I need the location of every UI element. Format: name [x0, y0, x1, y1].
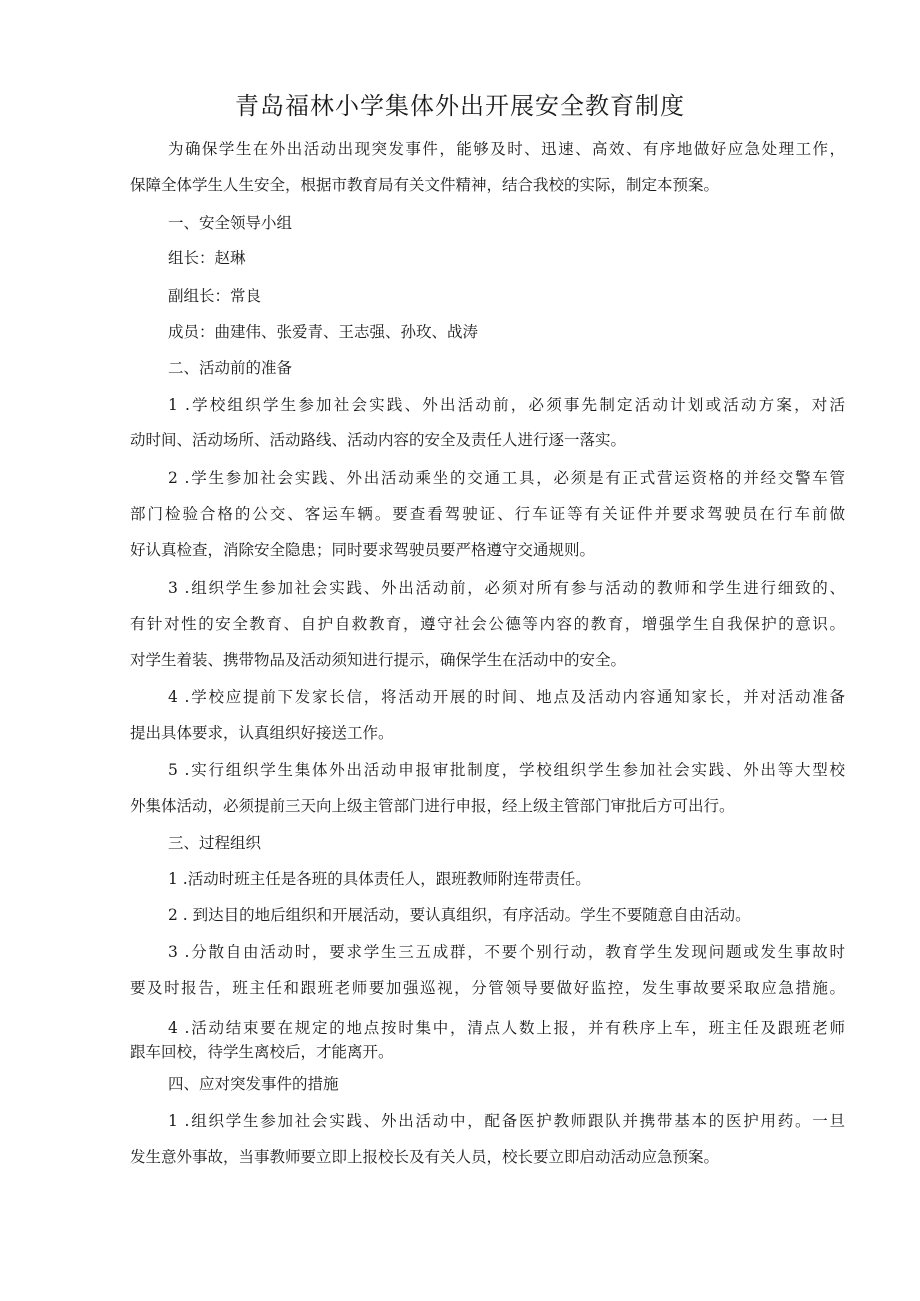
text-line: 4 .学校应提前下发家长信，将活动开展的时间、地点及活动内容通知家长，并对活动准备	[168, 688, 845, 706]
text-line: 1 .组织学生参加社会实践、外出活动中，配备医护教师跟队并携带基本的医护用药。一旦	[168, 1112, 845, 1130]
text-line: 跟车回校，待学生离校后，才能离开。	[130, 1043, 394, 1061]
text-line: 好认真检查，消除安全隐患；同时要求驾驶员要严格遵守交通规则。	[130, 541, 596, 559]
deputy-line: 副组长：常良	[168, 287, 262, 305]
section-heading: 二、活动前的准备	[168, 359, 293, 377]
text-line: 5 .实行组织学生集体外出活动申报审批制度，学校组织学生参加社会实践、外出等大型校	[168, 761, 845, 779]
text-line: 2 .学生参加社会实践、外出活动乘坐的交通工具，必须是有正式营运资格的并经交警车管	[168, 469, 845, 487]
text-line: 2 . 到达目的地后组织和开展活动，要认真组织，有序活动。学生不要随意自由活动。	[168, 906, 751, 924]
section-heading: 四、应对突发事件的措施	[168, 1075, 339, 1093]
text-line: 发生意外事故，当事教师要立即上报校长及有关人员，校长要立即启动活动应急预案。	[130, 1148, 720, 1166]
text-line: 1 .学校组织学生参加社会实践、外出活动前，必须事先制定活动计划或活动方案，对活	[168, 396, 845, 414]
text-line: 3 .分散自由活动时，要求学生三五成群，不要个别行动，教育学生发现问题或发生事故时	[168, 943, 845, 961]
text-line: 为确保学生在外出活动出现突发事件，能够及时、迅速、高效、有序地做好应急处理工作，	[168, 140, 845, 158]
document-title: 青岛福林小学集体外出开展安全教育制度	[235, 92, 685, 120]
leader-line: 组长：赵琳	[168, 249, 246, 267]
text-line: 部门检验合格的公交、客运车辆。要查看驾驶证、行车证等有关证件并要求驾驶员在行车前做	[130, 505, 845, 523]
text-line: 外集体活动，必须提前三天向上级主管部门进行申报，经上级主管部门审批后方可出行。	[130, 797, 735, 815]
text-line: 要及时报告，班主任和跟班老师要加强巡视，分管领导要做好监控，发生事故要采取应急措施。	[130, 979, 845, 997]
section-heading: 三、过程组织	[168, 834, 262, 852]
text-line: 提出具体要求，认真组织好接送工作。	[130, 724, 394, 742]
text-line: 动时间、活动场所、活动路线、活动内容的安全及责任人进行逐一落实。	[130, 431, 627, 449]
text-line: 保障全体学生人生安全，根据市教育局有关文件精神，结合我校的实际，制定本预案。	[130, 176, 720, 194]
text-line: 4 .活动结束要在规定的地点按时集中，清点人数上报，并有秩序上车，班主任及跟班老师	[168, 1019, 845, 1037]
text-line: 1 .活动时班主任是各班的具体责任人，跟班教师附连带责任。	[168, 870, 591, 888]
text-line: 对学生着装、携带物品及活动须知进行提示，确保学生在活动中的安全。	[130, 651, 627, 669]
section-heading: 一、安全领导小组	[168, 214, 293, 232]
members-line: 成员：曲建伟、张爱青、王志强、孙玫、战涛	[168, 323, 479, 341]
text-line: 有针对性的安全教育、自护自救教育，遵守社会公德等内容的教育，增强学生自我保护的意识。	[130, 615, 845, 633]
text-line: 3 .组织学生参加社会实践、外出活动前，必须对所有参与活动的教师和学生进行细致的、	[168, 579, 845, 597]
